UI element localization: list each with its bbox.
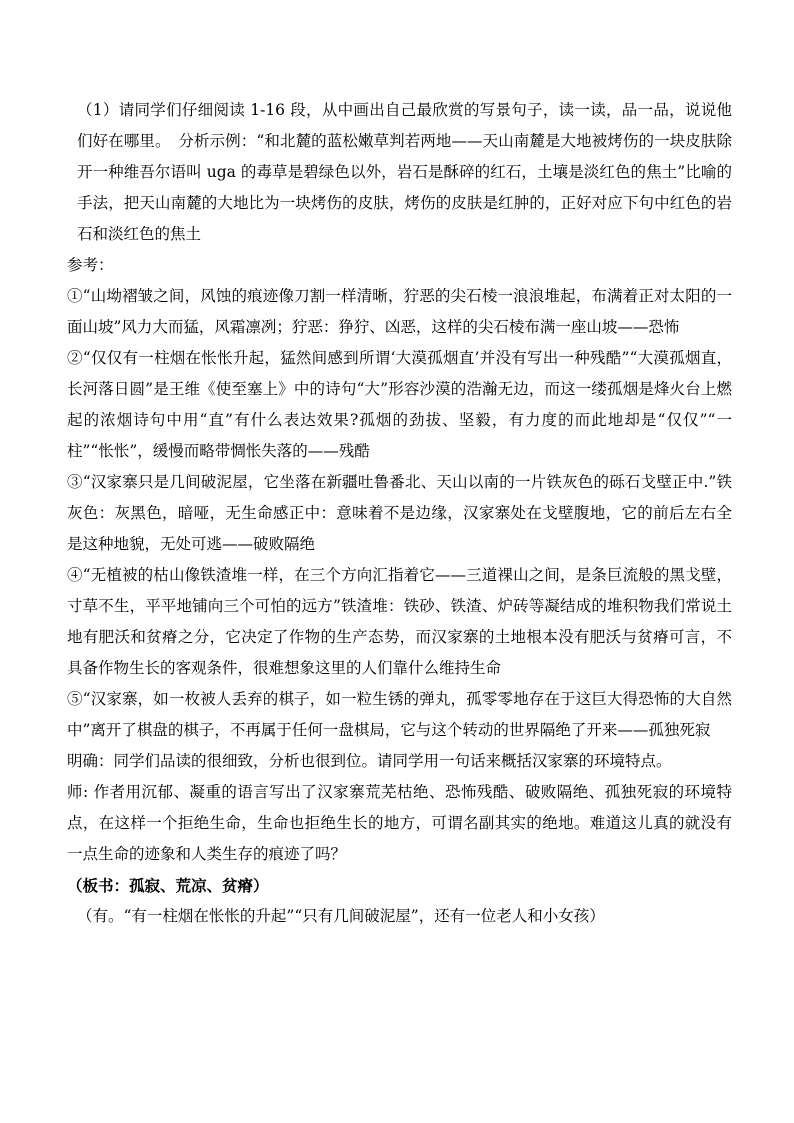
document-body <box>67 95 732 932</box>
paragraph-item-1: ①“山坳褶皱之间，风蚀的痕迹像刀割一样清晰，狞恶的尖石棱一浪浪堆起，布满着正对太阳的一面山坡”风力大而猛，风霜凛冽；狞恶：狰狞、凶恶，这样的尖石棱布满一座山坡——恐怖 <box>67 287 732 336</box>
paragraph-clarification: 明确：同学们品读的很细致，分析也很到位。请同学用一句话来概括汉家寨的环境特点。 <box>67 752 672 770</box>
paragraph-item-2: ②“仅仅有一柱烟在怅怅升起，猛然间感到所谓‘大漠孤烟直’并没有写出一种残酷”“大漠孤烟直，长河落日圆”是王维《使至塞上》中的诗句“大”形容沙漠的浩瀚无边，而这一缕孤烟是烽火台上燃起的浓烟诗句中用“直”有什么表达效果?孤烟的劲拔、坚毅，有力度的而此地却是“仅仅”“一柱”“怅怅”，缓慢而略带惆怅失落的——残酷 <box>67 349 732 460</box>
paragraph-item-5: ⑤“汉家寨，如一枚被人丢弃的棋子，如一粒生锈的弹丸，孤零零地存在于这巨大得恐怖的大自然中”离开了棋盘的棋子，不再属于任何一盘棋局，它与这个转动的世界隔绝了开来——孤独死寂 <box>67 690 732 739</box>
paragraph-teacher: 师: 作者用沉郁、凝重的语言写出了汉家寨荒芜枯绝、恐怖残酷、破败隔绝、孤独死寂的环境特点，在这样一个拒绝生命，生命也拒绝生长的地方，可谓名副其实的绝地。难道这儿真的就没有一点生命的迹象和人类生存的痕迹了吗？ <box>67 783 732 863</box>
paragraph-item-3: ③“汉家寨只是几间破泥屋，它坐落在新疆吐鲁番北、天山以南的一片铁灰色的砾石戈壁正中.”铁灰色：灰黑色，暗哑，无生命感正中：意味着不是边缘，汉家寨处在戈壁腹地，它的前后左右全是这种地貌，无处可逃——破败隔绝 <box>67 473 732 553</box>
paragraph-item-4: ④“无植被的枯山像铁渣堆一样，在三个方向汇指着它——三道裸山之间，是条巨流般的黑戈壁，寸草不生，平平地铺向三个可怕的远方”铁渣堆：铁砂、铁渣、炉砖等凝结成的堆积物我们常说土地有肥沃和贫瘠之分，它决定了作物的生产态势，而汉家寨的土地根本没有肥沃与贫瘠可言，不具备作物生长的客观条件，很难想象这里的人们靠什么维持生命 <box>67 566 732 677</box>
paragraph-answer: （有。“有一柱烟在怅怅的升起”“只有几间破泥屋”，还有一位老人和小女孩） <box>77 907 605 925</box>
paragraph-board-writing: （板书：孤寂、荒凉、贫瘠） <box>67 876 269 895</box>
paragraph-question: （1）请同学们仔细阅读 1-16 段，从中画出自己最欣赏的写景句子，读一读，品一品，说说他们好在哪里。 分析示例：“和北麓的蓝松嫩草判若两地——天山南麓是大地被烤伤的一块皮肤除开一种维吾尔语叫 uga 的毒草是碧绿色以外，岩石是酥碎的红石，土壤是淡红色的焦土”比喻的手法，把天山南麓的大地比为一块烤伤的皮肤，烤伤的皮肤是红肿的，正好对应下句中红色的岩石和淡红色的焦土 <box>77 101 732 243</box>
paragraph-reference-label: 参考： <box>67 256 114 274</box>
